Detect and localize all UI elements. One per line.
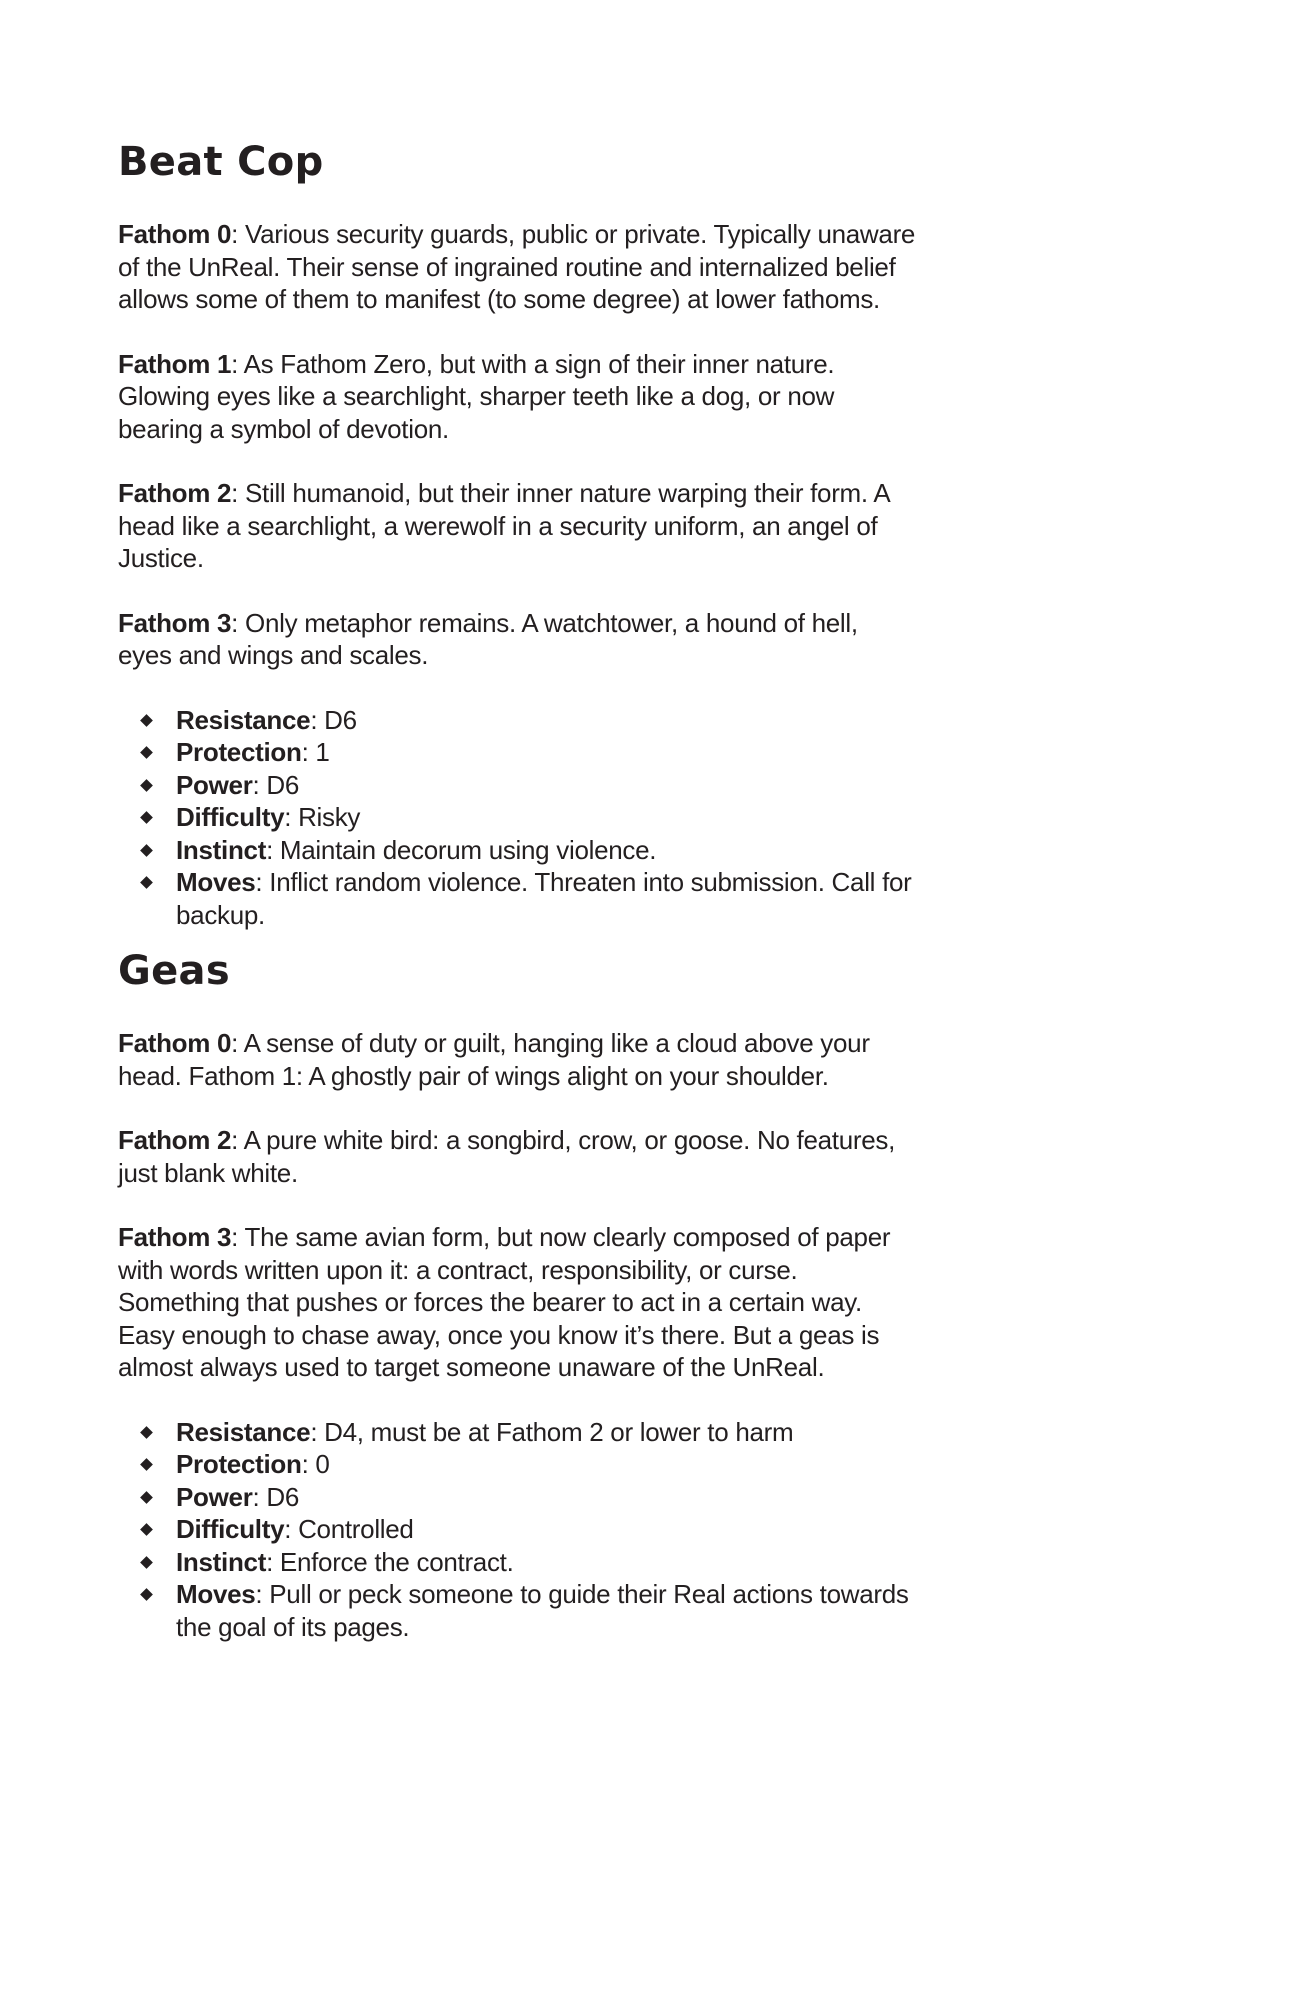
diamond-bullet-icon (140, 1458, 153, 1471)
fathom-paragraph (118, 348, 918, 446)
stat-item (118, 834, 918, 867)
stat-item (118, 1481, 918, 1514)
fathom-text: : As Fathom Zero, but with a sign of their inner nature. Glowing eyes like a searchlight, sharper teeth like a dog, or now bearing a symbol of devotion. (118, 348, 835, 444)
diamond-bullet-icon (140, 811, 153, 824)
fathom-paragraph (118, 218, 918, 316)
stat-label: Resistance (176, 1416, 311, 1447)
stat-label: Power (176, 1481, 253, 1512)
stat-label: Instinct (176, 834, 267, 865)
stat-label: Moves (176, 867, 256, 897)
fathom-label: Fathom 2 (118, 478, 232, 508)
diamond-bullet-icon (140, 1426, 153, 1439)
stat-label: Difficulty (176, 802, 285, 832)
fathom-paragraph (118, 1124, 918, 1189)
stat-item (118, 1448, 918, 1481)
stat-value: : Inflict random violence. Threaten into submission. Call for backup. (176, 867, 912, 930)
stat-label: Moves (176, 1579, 256, 1609)
stat-item (118, 866, 918, 931)
fathom-text: : Various security guards, public or private. Typically unaware of the UnReal. Their sense of ingrained routine and internalized belief allows some of them to manifest (to some degree) at lower fathoms. (118, 219, 916, 314)
stat-label: Protection (176, 1449, 302, 1479)
stat-value: : D6 (252, 769, 300, 800)
section-title-beat-cop: Beat Cop (118, 139, 324, 185)
stat-item (118, 1513, 918, 1546)
fathom-paragraph (118, 1027, 918, 1092)
stat-label: Resistance (176, 704, 311, 735)
fathom-label: Fathom 3 (118, 607, 232, 638)
fathom-text: : Still humanoid, but their inner nature warping their form. A head like a searchlight, a werewolf in a security uniform, an angel of Justice. (118, 478, 889, 573)
document-page (118, 138, 918, 1643)
stat-value: : Enforce the contract. (266, 1546, 514, 1577)
stat-value: : Pull or peck someone to guide their Real actions towards the goal of its pages. (176, 1579, 909, 1642)
stat-value: : Maintain decorum using violence. (266, 834, 657, 865)
stat-item (118, 769, 918, 802)
stat-value: : D6 (310, 704, 357, 735)
fathom-label: Fathom 3 (118, 1222, 232, 1252)
stat-item (118, 801, 918, 834)
fathom-label: Fathom 0 (118, 219, 232, 249)
diamond-bullet-icon (140, 714, 153, 727)
diamond-bullet-icon (140, 844, 153, 857)
fathom-text: : Only metaphor remains. A watchtower, a hound of hell, eyes and wings and scales. (118, 607, 858, 670)
stat-value: : 0 (301, 1449, 330, 1479)
stat-value: : Controlled (284, 1514, 414, 1544)
stat-value: : 1 (301, 737, 330, 767)
stat-label: Difficulty (176, 1514, 285, 1544)
fathom-label: Fathom 2 (118, 1125, 232, 1155)
diamond-bullet-icon (140, 1523, 153, 1536)
fathom-text: : A sense of duty or guilt, hanging like a cloud above your head. Fathom 1: A ghostly pair of wings alight on your shoulder. (118, 1028, 870, 1091)
stat-label: Protection (176, 737, 302, 767)
fathom-paragraph (118, 607, 918, 672)
fathom-label: Fathom 1 (118, 348, 232, 379)
stat-item (118, 704, 918, 737)
section-title-geas: Geas (118, 948, 230, 994)
stat-item (118, 1546, 918, 1579)
stat-item (118, 736, 918, 769)
diamond-bullet-icon (140, 876, 153, 889)
diamond-bullet-icon (140, 779, 153, 792)
fathom-label: Fathom 0 (118, 1028, 232, 1058)
stat-item (118, 1416, 918, 1449)
diamond-bullet-icon (140, 1588, 153, 1601)
diamond-bullet-icon (140, 746, 153, 759)
fathom-text: : The same avian form, but now clearly composed of paper with words written upon it: a contract, responsibility, or curse. Something that pushes or forces the bearer to act in a certain way. Easy enough to chase away, once you know it’s there. But a geas is almost always used to target someone unaware of the UnReal. (118, 1222, 891, 1382)
stat-list (118, 1416, 918, 1644)
stat-value: : Risky (284, 802, 361, 832)
stat-list (118, 704, 918, 932)
fathom-text: : A pure white bird: a songbird, crow, or goose. No features, just blank white. (118, 1125, 896, 1188)
diamond-bullet-icon (140, 1556, 153, 1569)
stat-label: Power (176, 769, 253, 800)
stat-label: Instinct (176, 1546, 267, 1577)
stat-value: : D6 (252, 1481, 300, 1512)
fathom-paragraph (118, 477, 918, 575)
stat-value: : D4, must be at Fathom 2 or lower to harm (310, 1416, 794, 1447)
fathom-paragraph (118, 1221, 918, 1384)
diamond-bullet-icon (140, 1491, 153, 1504)
stat-item (118, 1578, 918, 1643)
